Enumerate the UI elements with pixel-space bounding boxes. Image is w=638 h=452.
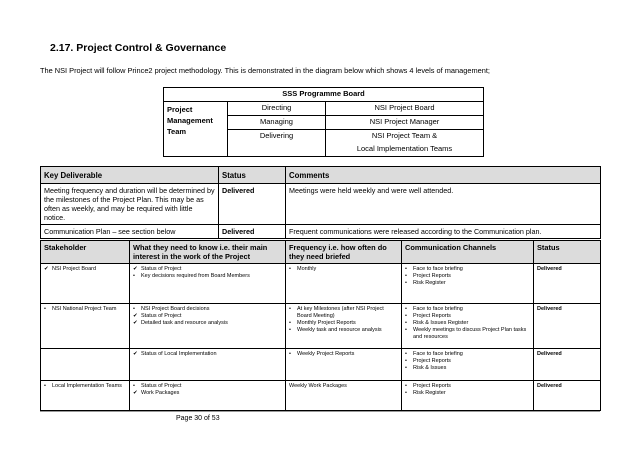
need-item: Status of Project [141,266,182,272]
column-header: What they need to know i.e. their main interest in the work of the Project [130,241,286,264]
stakeholder-status: Delivered [534,304,601,349]
frequency-cell: • Weekly Project Reports [286,349,402,381]
deliverables-table [40,166,601,239]
channel-item: Face to face briefing [413,351,463,357]
stakeholder-status: Delivered [534,349,601,381]
table-row [41,381,601,411]
level-body: NSI Project Team & [326,130,484,144]
table-header-row [41,241,601,264]
footer-divider [40,411,600,412]
column-header: Key Deliverable [41,167,219,184]
column-header: Status [219,167,286,184]
need-item: Detailed task and resource analysis [141,320,228,326]
deliverable-item: Communication Plan – see section below [41,225,219,239]
frequency-item: Weekly task and resource analysis [297,327,382,333]
team-label: Project Management Team [164,102,228,157]
channels-cell: • Project Reports • Risk Register [402,381,534,411]
need-item: Key decisions required from Board Members [141,273,250,279]
need-item: NSI Project Board decisions [141,306,210,312]
stakeholder-cell: • Local Implementation Teams [41,381,130,411]
channels-cell: • Face to face briefing • Project Reports • Risk & Issues Register • Weekly meetings to discuss Project Plan tasks and resources [402,304,534,349]
table-row [41,349,601,381]
channels-cell: • Face to face briefing • Project Reports • Risk & Issues [402,349,534,381]
frequency-cell: • At key Milestones (after NSI Project Board Meeting) • Monthly Project Reports • Weekly task and resource analysis [286,304,402,349]
channel-item: Face to face briefing [413,266,463,272]
level-label: Delivering [228,130,326,157]
stakeholder-status: Delivered [534,381,601,411]
level-label: Managing [228,116,326,130]
stakeholder-cell: • NSI National Project Team [41,304,130,349]
stakeholder-table [40,240,601,411]
governance-caption: SSS Programme Board [164,88,484,102]
channel-item: Weekly meetings to discuss Project Plan tasks and resources [413,327,527,340]
deliverable-comment: Frequent communications were released according to the Communication plan. [286,225,601,239]
channel-item: Risk & Issues [413,365,447,371]
channel-item: Risk & Issues Register [413,320,469,326]
channel-item: Project Reports [413,383,451,389]
section-heading: 2.17. Project Control & Governance [50,42,227,54]
column-header: Status [534,241,601,264]
stakeholder-cell [41,349,130,381]
frequency-cell: Weekly Work Packages [286,381,402,411]
frequency-item: Monthly Project Reports [297,320,356,326]
stakeholder-name: NSI National Project Team [52,306,117,312]
level-body: NSI Project Board [326,102,484,116]
column-header: Communication Channels [402,241,534,264]
frequency-item: Monthly [297,266,317,272]
deliverable-comment: Meetings were held weekly and were well attended. [286,184,601,225]
section-intro: The NSI Project will follow Prince2 project methodology. This is demonstrated in the diagram below which shows 4 levels of management; [40,66,490,75]
column-header: Stakeholder [41,241,130,264]
channel-item: Risk Register [413,390,446,396]
needs-cell: • Status of Project ✔ Work Packages [130,381,286,411]
frequency-cell: • Monthly [286,264,402,304]
table-row [41,184,601,225]
column-header: Comments [286,167,601,184]
needs-cell: ✔ Status of Project • Key decisions required from Board Members [130,264,286,304]
page-number: Page 30 of 53 [176,415,220,422]
need-item: Work Packages [141,390,180,396]
channel-item: Project Reports [413,273,451,279]
needs-cell: • NSI Project Board decisions ✔ Status of Project ✔ Detailed task and resource analysis [130,304,286,349]
channel-item: Project Reports [413,313,451,319]
frequency-item: At key Milestones (after NSI Project Board Meeting) [297,306,384,319]
needs-cell: ✔ Status of Local Implementation [130,349,286,381]
need-item: Status of Local Implementation [141,351,217,357]
deliverable-item: Meeting frequency and duration will be determined by the milestones of the Project Plan. This may be as often as weekly, and may be required with little notice. [41,184,219,225]
need-item: Status of Project [141,313,182,319]
level-body: NSI Project Manager [326,116,484,130]
deliverable-status: Delivered [219,184,286,225]
frequency-item: Weekly Project Reports [297,351,355,357]
table-row [41,264,601,304]
table-row [41,225,601,239]
stakeholder-name: NSI Project Board [52,266,97,272]
channel-item: Project Reports [413,358,451,364]
channel-item: Face to face briefing [413,306,463,312]
column-header: Frequency i.e. how often do they need briefed [286,241,402,264]
table-row [41,304,601,349]
channels-cell: • Face to face briefing • Project Reports • Risk Register [402,264,534,304]
governance-table [163,87,484,157]
stakeholder-cell: ✔ NSI Project Board [41,264,130,304]
need-item: Status of Project [141,383,182,389]
table-header-row [41,167,601,184]
level-label: Directing [228,102,326,116]
level-body: Local Implementation Teams [326,143,484,157]
deliverable-status: Delivered [219,225,286,239]
stakeholder-status: Delivered [534,264,601,304]
channel-item: Risk Register [413,280,446,286]
stakeholder-name: Local Implementation Teams [52,383,122,389]
